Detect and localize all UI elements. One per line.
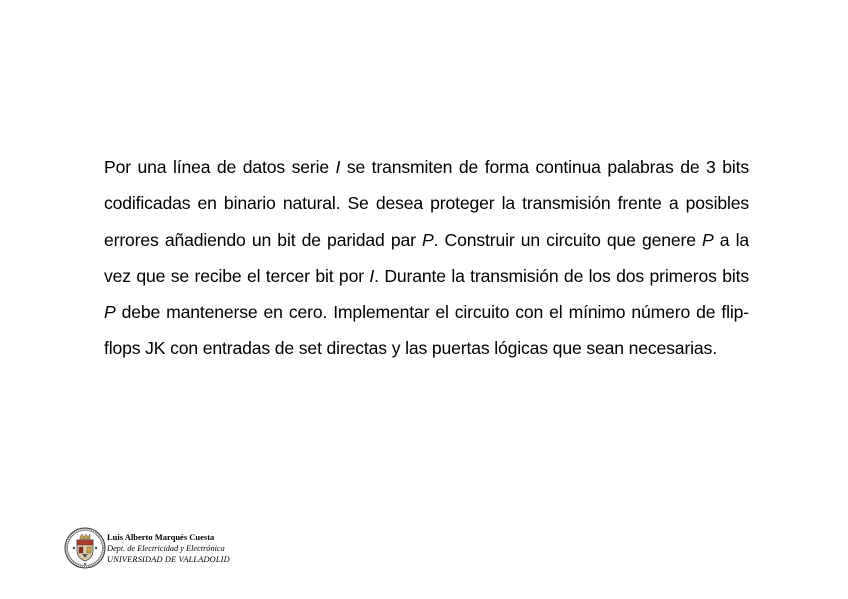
problem-text-3: . Construir un circuito que genere [433, 229, 703, 250]
variable-p: P [422, 229, 434, 250]
problem-statement [104, 149, 749, 367]
author-name: Luis Alberto Marqués Cuesta [107, 532, 215, 542]
problem-text-2: se transmiten de forma continua palabras de 3 bits codificadas en binario natural. Se desea proteger la transmisión frente a posibles errores añadiendo un bit de paridad par [104, 157, 750, 250]
variable-p: P [104, 302, 116, 323]
problem-text-5: . Durante la transmisión de los dos primeros bits [374, 265, 749, 286]
university-name: UNIVERSIDAD DE VALLADOLID [107, 555, 230, 564]
problem-text-4: a la vez que se recibe el tercer bit por [104, 229, 749, 286]
university-seal-icon [64, 527, 106, 569]
department-name: Dept. de Electricidad y Electrónica [107, 544, 225, 553]
problem-text-6: debe mantenerse en cero. Implementar el circuito con el mínimo número de flip-flops JK con entradas de set directas y las puertas lógicas que sean necesarias. [104, 302, 749, 359]
problem-text-1: Por una línea de datos serie [104, 157, 336, 177]
variable-i: I [369, 265, 375, 286]
variable-p: P [702, 229, 714, 250]
author-signature [107, 532, 230, 565]
footer [64, 527, 264, 575]
variable-i: I [335, 157, 341, 177]
